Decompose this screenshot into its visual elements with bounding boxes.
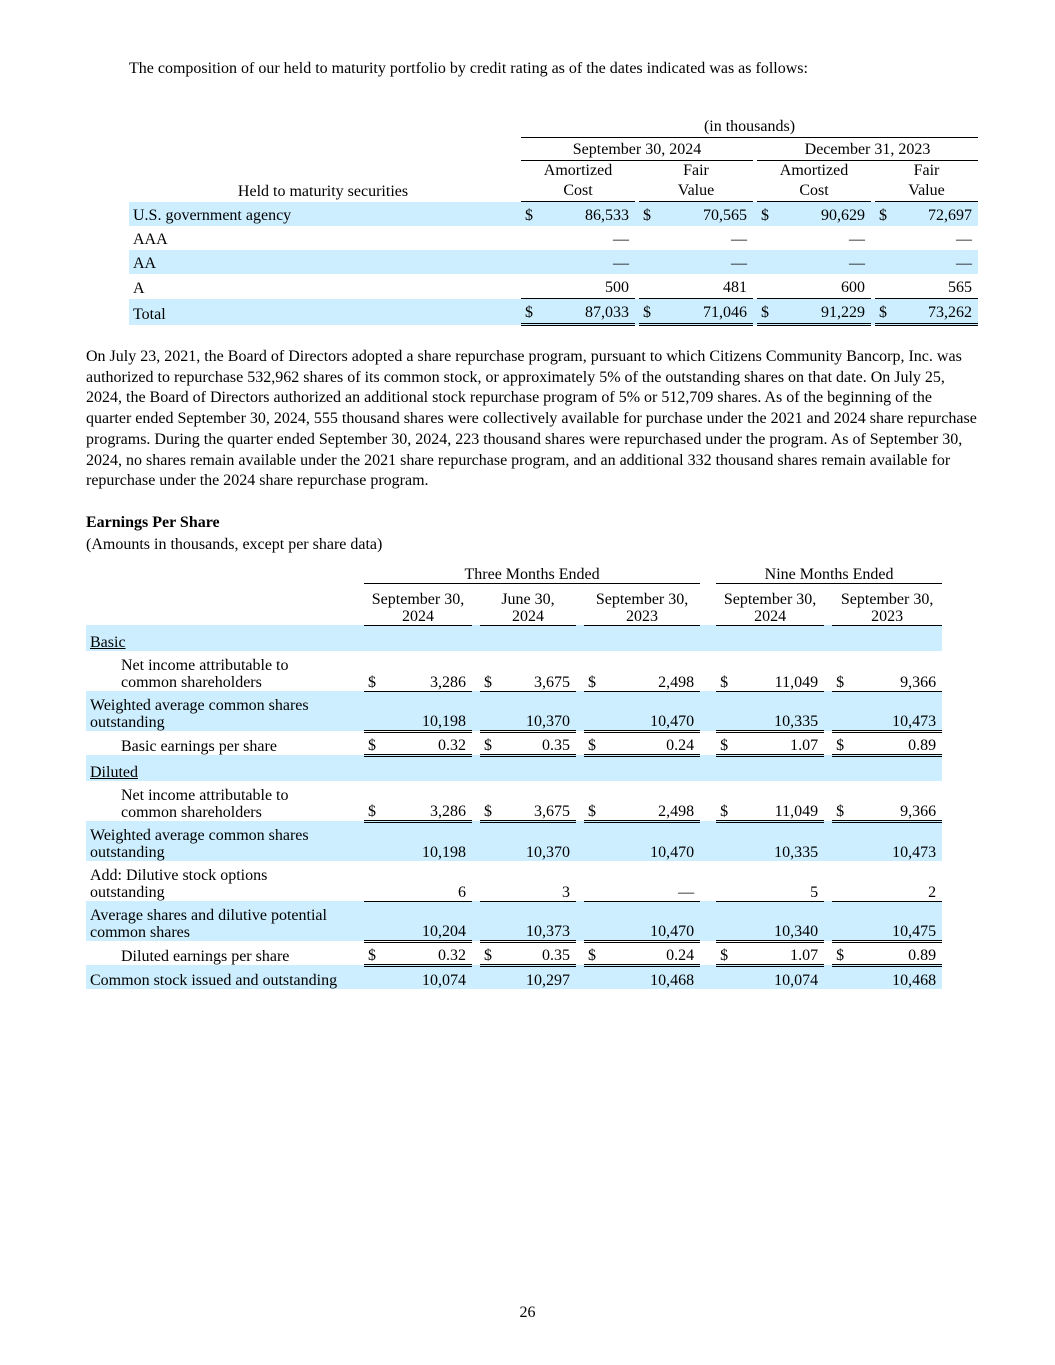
eps-cell-value: 10,475 — [852, 901, 942, 941]
eps-dollar-sign: $ — [584, 941, 604, 965]
htm-cell-value: 71,046 — [659, 299, 753, 325]
eps-dollar-sign — [716, 901, 736, 941]
eps-col-header: September 30, 2024 — [364, 583, 472, 625]
eps-row-common-stock — [86, 965, 942, 989]
htm-cell-value: 90,629 — [777, 202, 871, 227]
eps-title: Earnings Per Share — [86, 514, 220, 531]
eps-dollar-sign: $ — [480, 651, 500, 691]
eps-cell-value: 0.24 — [604, 941, 700, 965]
eps-dollar-sign — [832, 901, 852, 941]
eps-cell-value: 10,468 — [852, 965, 942, 989]
htm-cell-value: 70,565 — [659, 202, 753, 227]
htm-row-label: U.S. government agency — [129, 202, 517, 227]
eps-dollar-sign — [832, 965, 852, 989]
htm-dollar-sign — [875, 226, 895, 250]
eps-cell-value: 0.32 — [384, 941, 472, 965]
eps-cell-value: 0.35 — [500, 941, 576, 965]
eps-col-header: September 30, 2023 — [584, 583, 700, 625]
eps-cell-value: 0.24 — [604, 731, 700, 755]
eps-cell-value: 10,074 — [384, 965, 472, 989]
htm-col-fair-2: Fair Value — [875, 161, 978, 202]
eps-cell-value: 0.32 — [384, 731, 472, 755]
eps-dollar-sign — [832, 861, 852, 901]
eps-dollar-sign: $ — [364, 941, 384, 965]
eps-dollar-sign: $ — [480, 941, 500, 965]
eps-dollar-sign: $ — [480, 731, 500, 755]
htm-row-aa — [129, 250, 978, 274]
htm-dollar-sign — [521, 274, 541, 299]
htm-units: (in thousands) — [521, 115, 978, 138]
eps-dollar-sign: $ — [480, 781, 500, 821]
htm-dollar-sign — [757, 250, 777, 274]
eps-subtitle: (Amounts in thousands, except per share data) — [86, 536, 383, 553]
eps-cell-value: 9,366 — [852, 651, 942, 691]
eps-dollar-sign — [364, 861, 384, 901]
htm-row-usgov — [129, 202, 978, 227]
eps-dollar-sign — [480, 821, 500, 861]
eps-cell-value: 10,370 — [500, 691, 576, 731]
htm-dollar-sign: $ — [757, 202, 777, 227]
eps-section-basic — [86, 625, 942, 651]
eps-section-diluted-label: Diluted — [90, 764, 138, 781]
eps-row-label: Common stock issued and outstanding — [86, 965, 362, 989]
eps-dollar-sign — [584, 965, 604, 989]
eps-row-dil-net-income — [86, 781, 942, 821]
eps-row-dil-wavg — [86, 821, 942, 861]
eps-cell-value: 10,204 — [384, 901, 472, 941]
htm-cell-value: 600 — [777, 274, 871, 299]
htm-cell-value: 91,229 — [777, 299, 871, 325]
eps-col-header: September 30, 2023 — [832, 583, 942, 625]
htm-cell-value: — — [956, 231, 973, 248]
htm-cell-value: — — [895, 250, 978, 274]
eps-cell-value: 10,074 — [736, 965, 824, 989]
eps-cell-value: 10,473 — [852, 821, 942, 861]
eps-row-label: Weighted average common shares outstanding — [86, 691, 362, 731]
eps-cell-value: 3,286 — [384, 781, 472, 821]
htm-row-a — [129, 274, 978, 299]
eps-cell-value: 10,468 — [604, 965, 700, 989]
eps-cell-value: 10,297 — [500, 965, 576, 989]
eps-dollar-sign — [584, 861, 604, 901]
eps-dollar-sign: $ — [716, 781, 736, 821]
eps-dollar-sign — [364, 965, 384, 989]
eps-row-dil-eps — [86, 941, 942, 965]
eps-dollar-sign: $ — [364, 781, 384, 821]
eps-cell-value: 3 — [500, 861, 576, 901]
eps-cell-value: 5 — [736, 861, 824, 901]
eps-dollar-sign: $ — [584, 781, 604, 821]
eps-dollar-sign — [584, 821, 604, 861]
htm-dollar-sign: $ — [757, 299, 777, 325]
eps-cell-value: 2,498 — [604, 781, 700, 821]
htm-row-total — [129, 299, 978, 325]
htm-cell-value: — — [613, 231, 629, 248]
htm-dollar-sign: $ — [875, 299, 895, 325]
htm-dollar-sign: $ — [521, 202, 541, 227]
htm-dollar-sign: $ — [639, 202, 659, 227]
eps-cell-value: 10,470 — [604, 901, 700, 941]
eps-dollar-sign — [364, 691, 384, 731]
htm-col-amortized-1: Amortized Cost — [521, 161, 635, 202]
eps-group-nine-months: Nine Months Ended — [716, 561, 942, 583]
htm-row-label: A — [133, 279, 145, 297]
htm-row-label: AA — [129, 250, 517, 274]
eps-cell-value: 3,675 — [500, 651, 576, 691]
htm-period-sep-2024: September 30, 2024 — [521, 138, 753, 161]
held-to-maturity-table — [129, 115, 978, 326]
eps-group-three-months: Three Months Ended — [364, 561, 700, 583]
eps-dollar-sign: $ — [832, 731, 852, 755]
eps-cell-value: 2,498 — [604, 651, 700, 691]
eps-col-header: June 30, 2024 — [480, 583, 576, 625]
eps-dollar-sign — [364, 821, 384, 861]
htm-dollar-sign — [757, 226, 777, 250]
eps-cell-value: 0.89 — [852, 941, 942, 965]
eps-cell-value: 9,366 — [852, 781, 942, 821]
eps-dollar-sign: $ — [584, 651, 604, 691]
eps-cell-value: 0.89 — [852, 731, 942, 755]
htm-dollar-sign — [875, 250, 895, 274]
eps-cell-value: 0.35 — [500, 731, 576, 755]
eps-cell-value: 11,049 — [736, 651, 824, 691]
htm-cell-value: 87,033 — [541, 299, 635, 325]
eps-dollar-sign: $ — [716, 651, 736, 691]
htm-dollar-sign — [639, 226, 659, 250]
htm-dollar-sign: $ — [639, 299, 659, 325]
htm-cell-value: — — [731, 231, 747, 248]
eps-dollar-sign: $ — [364, 731, 384, 755]
eps-dollar-sign: $ — [832, 781, 852, 821]
eps-dollar-sign — [480, 965, 500, 989]
htm-cell-value: 72,697 — [895, 202, 978, 227]
htm-cell-value: — — [849, 231, 865, 248]
eps-cell-value: 6 — [384, 861, 472, 901]
eps-dollar-sign — [716, 691, 736, 731]
eps-cell-value: — — [604, 861, 700, 901]
eps-dollar-sign — [364, 901, 384, 941]
htm-period-dec-2023: December 31, 2023 — [757, 138, 978, 161]
eps-section-basic-label: Basic — [90, 634, 126, 651]
eps-row-dil-avg — [86, 901, 942, 941]
htm-row-aaa — [129, 226, 978, 250]
eps-row-label: Net income attributable to common shareholders — [121, 787, 289, 821]
eps-dollar-sign — [584, 691, 604, 731]
htm-dollar-sign: $ — [875, 202, 895, 227]
eps-cell-value: 10,335 — [736, 691, 824, 731]
eps-row-label: Add: Dilutive stock options outstanding — [90, 867, 268, 901]
htm-col-amortized-2: Amortized Cost — [757, 161, 871, 202]
eps-cell-value: 11,049 — [736, 781, 824, 821]
htm-cell-value: 73,262 — [895, 299, 978, 325]
eps-dollar-sign: $ — [364, 651, 384, 691]
eps-dollar-sign — [480, 691, 500, 731]
intro-text: The composition of our held to maturity portfolio by credit rating as of the dates indicated was as follows: — [129, 60, 808, 77]
htm-row-header: Held to maturity securities — [237, 182, 409, 200]
eps-col-header: September 30, 2024 — [716, 583, 824, 625]
htm-cell-value: 500 — [541, 274, 635, 299]
eps-cell-value: 10,470 — [604, 821, 700, 861]
eps-dollar-sign — [480, 861, 500, 901]
eps-cell-value: 10,370 — [500, 821, 576, 861]
eps-row-label: Diluted earnings per share — [121, 948, 290, 965]
htm-col-fair-1: Fair Value — [639, 161, 753, 202]
eps-section-diluted — [86, 755, 942, 781]
eps-row-basic-wavg — [86, 691, 942, 731]
repurchase-paragraph: On July 23, 2021, the Board of Directors adopted a share repurchase program, pursuant to which Citizens Community Bancorp, Inc. was authorized to repurchase 532,962 shares of its common stock, or approximately 5% of the outstanding shares on that date. On July 25, 2024, the Board of Directors authorized an additional stock repurchase program of 5% or 512,709 shares. As of the beginning of the quarter ended September 30, 2024, 555 thousand shares were collectively available for purchase under the 2021 and 2024 share repurchase programs. During the quarter ended September 30, 2024, 223 thousand shares were repurchased under the program. As of September 30, 2024, no shares remain available under the 2021 share repurchase program, and an additional 332 thousand shares remain available for repurchase under the 2024 share repurchase program. — [86, 348, 977, 490]
eps-cell-value: 10,473 — [852, 691, 942, 731]
htm-dollar-sign — [757, 274, 777, 299]
eps-dollar-sign: $ — [584, 731, 604, 755]
eps-cell-value: 3,286 — [384, 651, 472, 691]
eps-cell-value: 10,470 — [604, 691, 700, 731]
eps-dollar-sign — [832, 821, 852, 861]
htm-row-label: AAA — [133, 231, 168, 248]
eps-cell-value: 10,340 — [736, 901, 824, 941]
eps-dollar-sign — [480, 901, 500, 941]
eps-row-label: Weighted average common shares outstanding — [86, 821, 362, 861]
htm-cell-value: 481 — [659, 274, 753, 299]
eps-dollar-sign: $ — [716, 731, 736, 755]
eps-cell-value: 2 — [852, 861, 942, 901]
htm-dollar-sign — [639, 274, 659, 299]
htm-cell-value: 565 — [895, 274, 978, 299]
eps-cell-value: 10,373 — [500, 901, 576, 941]
eps-cell-value: 1.07 — [736, 731, 824, 755]
htm-cell-value: — — [777, 250, 871, 274]
eps-dollar-sign — [832, 691, 852, 731]
eps-dollar-sign: $ — [716, 941, 736, 965]
htm-dollar-sign — [521, 250, 541, 274]
htm-cell-value: 86,533 — [541, 202, 635, 227]
eps-cell-value: 10,198 — [384, 821, 472, 861]
htm-dollar-sign — [639, 250, 659, 274]
htm-cell-value: — — [659, 250, 753, 274]
page-number: 26 — [519, 1304, 536, 1321]
eps-row-basic-net-income — [86, 651, 942, 691]
htm-dollar-sign: $ — [521, 299, 541, 325]
eps-dollar-sign — [716, 861, 736, 901]
htm-dollar-sign — [875, 274, 895, 299]
htm-row-label: Total — [129, 299, 517, 325]
htm-dollar-sign — [521, 226, 541, 250]
eps-row-label: Net income attributable to common shareholders — [121, 657, 289, 691]
eps-row-basic-eps — [86, 731, 942, 755]
eps-cell-value: 10,335 — [736, 821, 824, 861]
eps-dollar-sign: $ — [832, 651, 852, 691]
eps-cell-value: 10,198 — [384, 691, 472, 731]
eps-dollar-sign: $ — [832, 941, 852, 965]
eps-row-dil-options — [86, 861, 942, 901]
eps-cell-value: 3,675 — [500, 781, 576, 821]
eps-dollar-sign — [584, 901, 604, 941]
earnings-per-share-table — [86, 561, 942, 989]
eps-cell-value: 1.07 — [736, 941, 824, 965]
htm-cell-value: — — [541, 250, 635, 274]
eps-dollar-sign — [716, 965, 736, 989]
eps-row-label: Average shares and dilutive potential common shares — [86, 901, 362, 941]
eps-dollar-sign — [716, 821, 736, 861]
eps-row-label: Basic earnings per share — [121, 738, 277, 755]
